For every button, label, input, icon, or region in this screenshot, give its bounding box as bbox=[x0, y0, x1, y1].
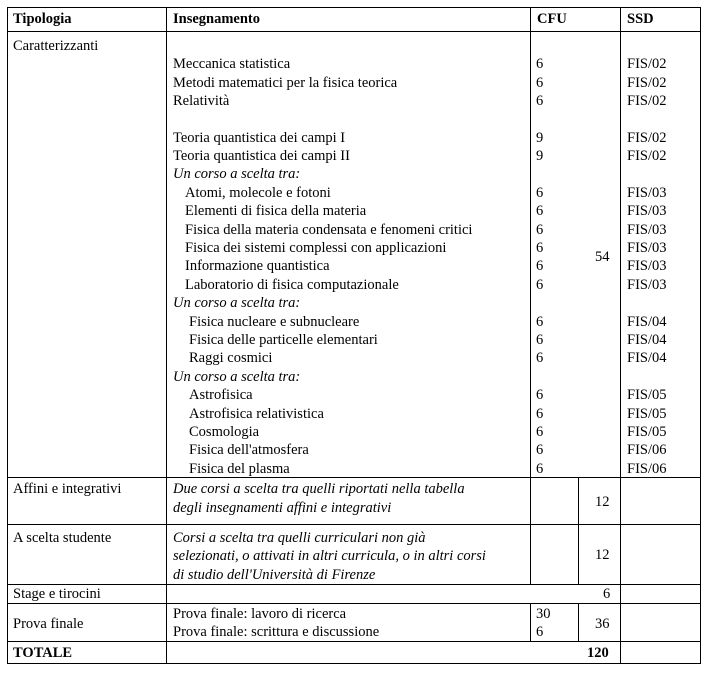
course-cfu: 6 bbox=[536, 185, 544, 201]
course-ssd: FIS/05 bbox=[627, 387, 667, 403]
course-name: Fisica del plasma bbox=[189, 461, 290, 477]
course-cfu: 6 bbox=[536, 350, 544, 366]
course-cfu: 6 bbox=[536, 258, 544, 274]
tipologia-scelta: A scelta studente bbox=[13, 530, 112, 546]
course-cfu: 9 bbox=[536, 130, 544, 146]
course-name: Laboratorio di fisica computazionale bbox=[185, 277, 399, 293]
course-ssd: FIS/04 bbox=[627, 332, 667, 348]
prova-item-cfu: 6 bbox=[536, 624, 544, 640]
prova-total: 36 bbox=[595, 616, 610, 632]
scelta-total: 12 bbox=[595, 547, 610, 563]
course-name: Meccanica statistica bbox=[173, 56, 291, 72]
stage-total: 6 bbox=[603, 586, 611, 602]
course-ssd: FIS/03 bbox=[627, 222, 667, 238]
course-name: Atomi, molecole e fotoni bbox=[185, 185, 331, 201]
scelta-description-line3: di studio dell'Università di Firenze bbox=[173, 567, 376, 583]
course-name: Cosmologia bbox=[189, 424, 260, 440]
scelta-description-line1: Corsi a scelta tra quelli curriculari non già bbox=[173, 530, 426, 546]
course-name: Raggi cosmici bbox=[189, 350, 273, 366]
course-name: Teoria quantistica dei campi I bbox=[173, 130, 346, 146]
course-name: Teoria quantistica dei campi II bbox=[173, 148, 350, 164]
affini-description-line2: degli insegnamenti affini e integrativi bbox=[173, 500, 392, 516]
course-name: Fisica dell'atmosfera bbox=[189, 442, 309, 458]
course-cfu: 6 bbox=[536, 442, 544, 458]
course-ssd: FIS/03 bbox=[627, 240, 667, 256]
affini-description-line1: Due corsi a scelta tra quelli riportati nella tabella bbox=[173, 481, 465, 497]
tipologia-affini: Affini e integrativi bbox=[13, 481, 122, 497]
course-cfu: 6 bbox=[536, 222, 544, 238]
course-name: Fisica della materia condensata e fenomeni critici bbox=[185, 222, 473, 238]
course-cfu: 6 bbox=[536, 461, 544, 477]
choice-group-label: Un corso a scelta tra: bbox=[173, 369, 301, 385]
course-ssd: FIS/04 bbox=[627, 350, 667, 366]
course-ssd: FIS/03 bbox=[627, 203, 667, 219]
course-name: Astrofisica relativistica bbox=[189, 406, 324, 422]
course-ssd: FIS/04 bbox=[627, 314, 667, 330]
course-ssd: FIS/02 bbox=[627, 148, 667, 164]
course-cfu: 6 bbox=[536, 424, 544, 440]
header-cfu: CFU bbox=[537, 11, 567, 27]
course-cfu: 6 bbox=[536, 56, 544, 72]
tipologia-prova-finale: Prova finale bbox=[13, 616, 84, 632]
scelta-description-line2: selezionati, o attivati in altri curricula, o in altri corsi bbox=[173, 548, 486, 564]
choice-group-label: Un corso a scelta tra: bbox=[173, 166, 301, 182]
course-name: Informazione quantistica bbox=[185, 258, 330, 274]
course-ssd: FIS/06 bbox=[627, 442, 667, 458]
course-cfu: 6 bbox=[536, 75, 544, 91]
course-cfu: 6 bbox=[536, 406, 544, 422]
course-name: Metodi matematici per la fisica teorica bbox=[173, 75, 398, 91]
header-ssd: SSD bbox=[627, 11, 654, 27]
curriculum-table bbox=[7, 7, 701, 664]
course-cfu: 6 bbox=[536, 240, 544, 256]
affini-total: 12 bbox=[595, 494, 610, 510]
course-name: Astrofisica bbox=[189, 387, 253, 403]
course-name: Elementi di fisica della materia bbox=[185, 203, 367, 219]
course-ssd: FIS/05 bbox=[627, 406, 667, 422]
tipologia-caratterizzanti: Caratterizzanti bbox=[13, 38, 99, 54]
totale-label: TOTALE bbox=[13, 645, 73, 661]
course-ssd: FIS/03 bbox=[627, 277, 667, 293]
course-ssd: FIS/03 bbox=[627, 185, 667, 201]
course-cfu: 6 bbox=[536, 314, 544, 330]
course-ssd: FIS/05 bbox=[627, 424, 667, 440]
course-ssd: FIS/02 bbox=[627, 130, 667, 146]
course-name: Relatività bbox=[173, 93, 230, 109]
course-ssd: FIS/02 bbox=[627, 56, 667, 72]
tipologia-stage: Stage e tirocini bbox=[13, 586, 101, 602]
course-cfu: 9 bbox=[536, 148, 544, 164]
course-cfu: 6 bbox=[536, 387, 544, 403]
course-ssd: FIS/02 bbox=[627, 75, 667, 91]
header-insegnamento: Insegnamento bbox=[173, 11, 261, 27]
course-cfu: 6 bbox=[536, 277, 544, 293]
course-ssd: FIS/02 bbox=[627, 93, 667, 109]
course-cfu: 6 bbox=[536, 332, 544, 348]
course-cfu: 6 bbox=[536, 203, 544, 219]
prova-item-name: Prova finale: scrittura e discussione bbox=[173, 624, 380, 640]
course-name: Fisica delle particelle elementari bbox=[189, 332, 378, 348]
header-tipologia: Tipologia bbox=[13, 11, 72, 27]
totale-value: 120 bbox=[587, 645, 609, 661]
course-ssd: FIS/06 bbox=[627, 461, 667, 477]
caratterizzanti-total: 54 bbox=[595, 249, 610, 265]
choice-group-label: Un corso a scelta tra: bbox=[173, 295, 301, 311]
course-name: Fisica dei sistemi complessi con applicazioni bbox=[185, 240, 447, 256]
prova-item-cfu: 30 bbox=[536, 606, 551, 622]
course-name: Fisica nucleare e subnucleare bbox=[189, 314, 360, 330]
course-cfu: 6 bbox=[536, 93, 544, 109]
prova-item-name: Prova finale: lavoro di ricerca bbox=[173, 606, 347, 622]
course-ssd: FIS/03 bbox=[627, 258, 667, 274]
